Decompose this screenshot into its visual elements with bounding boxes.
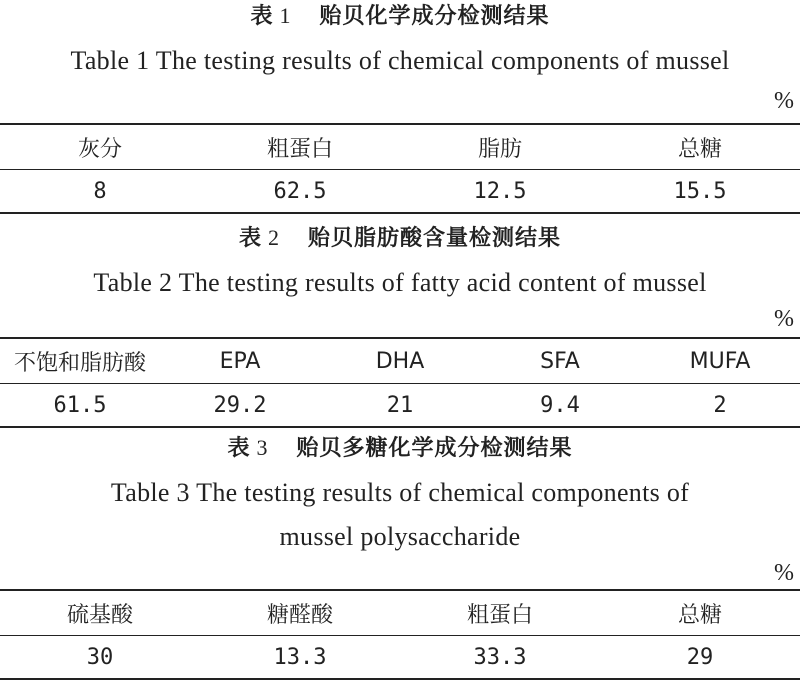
table2-title-text: 贻贝脂肪酸含量检测结果 — [308, 226, 562, 251]
table2-number: 2 — [268, 225, 280, 250]
table3-section — [0, 432, 800, 680]
table1-value-cell: 15.5 — [673, 178, 727, 204]
table2-value-cell: 29.2 — [213, 392, 267, 418]
table2-value-cell: 2 — [713, 392, 727, 418]
table3-header-cell: 粗蛋白 — [466, 602, 533, 628]
table2-header-cell: DHA — [375, 348, 425, 374]
table3-title-cn — [0, 432, 800, 465]
table2-value-row — [0, 384, 800, 428]
table3-label: 表 — [227, 436, 251, 461]
table2-header-row — [0, 338, 800, 384]
table1-section — [0, 0, 800, 214]
table3-value-cell: 30 — [86, 644, 114, 670]
table1-header-cell: 总糖 — [677, 136, 722, 162]
table2-header-cell: SFA — [540, 348, 580, 374]
table3-unit: % — [774, 560, 794, 586]
table3-header-cell: 糖醛酸 — [266, 602, 333, 628]
table1-label: 表 — [250, 4, 274, 29]
table3-header-cell: 硫基酸 — [66, 602, 133, 628]
table1-unit: % — [774, 88, 794, 114]
table1-number: 1 — [279, 3, 292, 28]
table3-header-cell: 总糖 — [677, 602, 722, 628]
table1-title-cn — [0, 0, 800, 33]
table3-value-cell: 13.3 — [273, 644, 327, 670]
table2-unit: % — [774, 306, 794, 332]
table2-header-cell: MUFA — [689, 348, 751, 374]
table1-title-en: Table 1 The testing results of chemical components of mussel — [70, 46, 730, 75]
table2-title-cn — [0, 222, 800, 255]
table2-value-cell: 61.5 — [53, 392, 107, 418]
table1-header-cell: 粗蛋白 — [266, 136, 333, 162]
table2-value-cell: 21 — [386, 392, 414, 418]
table3-number: 3 — [256, 435, 269, 460]
table3-value-cell: 29 — [686, 644, 714, 670]
table2-title-en: Table 2 The testing results of fatty acid content of mussel — [93, 268, 707, 297]
table3-title-en-line1: Table 3 The testing results of chemical components of — [110, 478, 690, 507]
table2 — [0, 337, 800, 428]
table3-value-cell: 33.3 — [473, 644, 527, 670]
table3-title-en-line2: mussel polysaccharide — [279, 522, 521, 551]
table1-header-row — [0, 124, 800, 170]
table2-section — [0, 222, 800, 428]
table3-title-text: 贻贝多糖化学成分检测结果 — [296, 436, 573, 461]
table3-header-row — [0, 590, 800, 636]
table3-value-row — [0, 636, 800, 680]
table1-value-cell: 8 — [93, 178, 107, 204]
table1-header-cell: 灰分 — [77, 136, 122, 162]
table1-value-row — [0, 170, 800, 214]
table1-title-text: 贻贝化学成分检测结果 — [319, 4, 550, 29]
table2-label: 表 — [238, 226, 262, 251]
table1-value-cell: 62.5 — [273, 178, 327, 204]
table1-header-cell: 脂肪 — [477, 136, 522, 162]
table2-value-cell: 9.4 — [540, 392, 580, 418]
table2-header-cell: 不饱和脂肪酸 — [13, 350, 146, 376]
table1-value-cell: 12.5 — [473, 178, 527, 204]
table1 — [0, 123, 800, 214]
table2-header-cell: EPA — [219, 348, 261, 374]
table3 — [0, 589, 800, 680]
